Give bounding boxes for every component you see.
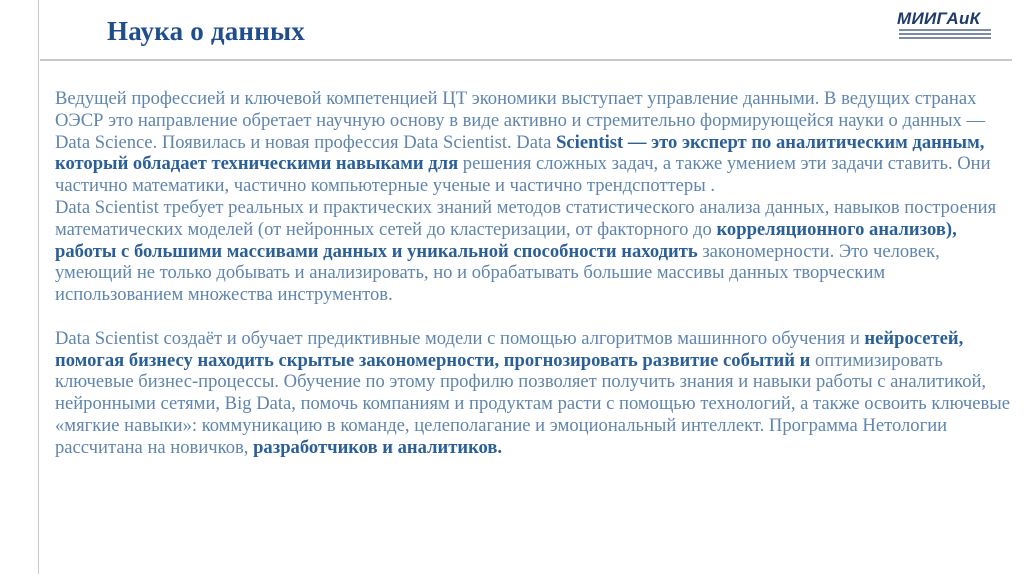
paragraph-1 <box>55 88 1015 197</box>
text-run: оптимизировать ключевые бизнес-процессы. Обучение по этому профилю позволяет получить знания и навыки работы с аналитикой, нейронными сетями, Big Data, помочь компаниям и продуктам расти с помощью технологий, а также освоить ключевые «мягкие навыки»: коммуникацию в команде, целеполагание и эмоциональный интеллект. Программа Нетологии рассчитана на новичков, <box>55 349 1010 458</box>
paragraph-2 <box>55 197 1015 306</box>
slide-body <box>55 88 1015 459</box>
text-run: Data Scientist требует реальных и практических знаний методов статистического анализа данных, навыков построения математических моделей (от нейронных сетей до кластеризации, от факторного до <box>55 196 997 240</box>
emphasis-run: разработчиков и аналитиков. <box>253 436 503 458</box>
text-run: Ведущей профессией и ключевой компетенцией ЦТ экономики выступает управление данными. В ведущих странах ОЭСР это направление обретает научную основу в виде активно и стремительно формирующейся науки о данных — Data Science. Появилась и новая профессия Data Scientist. Data <box>55 88 986 153</box>
left-vertical-rule <box>38 0 39 574</box>
text-run: Data Scientist создаёт и обучает предиктивные модели с помощью алгоритмов машинного обучения и <box>55 327 865 349</box>
logo-subtitle-lines <box>899 29 991 39</box>
text-run: решения сложных задач, а также умением эти задачи ставить. Они частично математики, частично компьютерные ученые и частично трендспоттеры . <box>55 153 991 197</box>
emphasis-run: нейросетей, помогая бизнесу находить скрытые закономерности, прогнозировать развитие событий и <box>55 327 964 371</box>
text-run: закономерности. Это человек, умеющий не только добывать и анализировать, но и обрабатывать большие массивы данных творческим использованием множества инструментов. <box>55 240 940 306</box>
paragraph-3 <box>55 328 1015 459</box>
emphasis-run: Scientist — это эксперт по аналитическим данным, который обладает техническими навыками для <box>55 131 985 175</box>
header-divider <box>40 59 1012 61</box>
university-logo <box>893 10 1009 44</box>
slide-title: Наука о данных <box>107 16 305 46</box>
paragraph-gap <box>55 306 1015 328</box>
emphasis-run: корреляционного анализов), работы с большими массивами данных и уникальной способности находить <box>55 218 957 262</box>
logo-text: МИИГАиК <box>897 9 981 28</box>
